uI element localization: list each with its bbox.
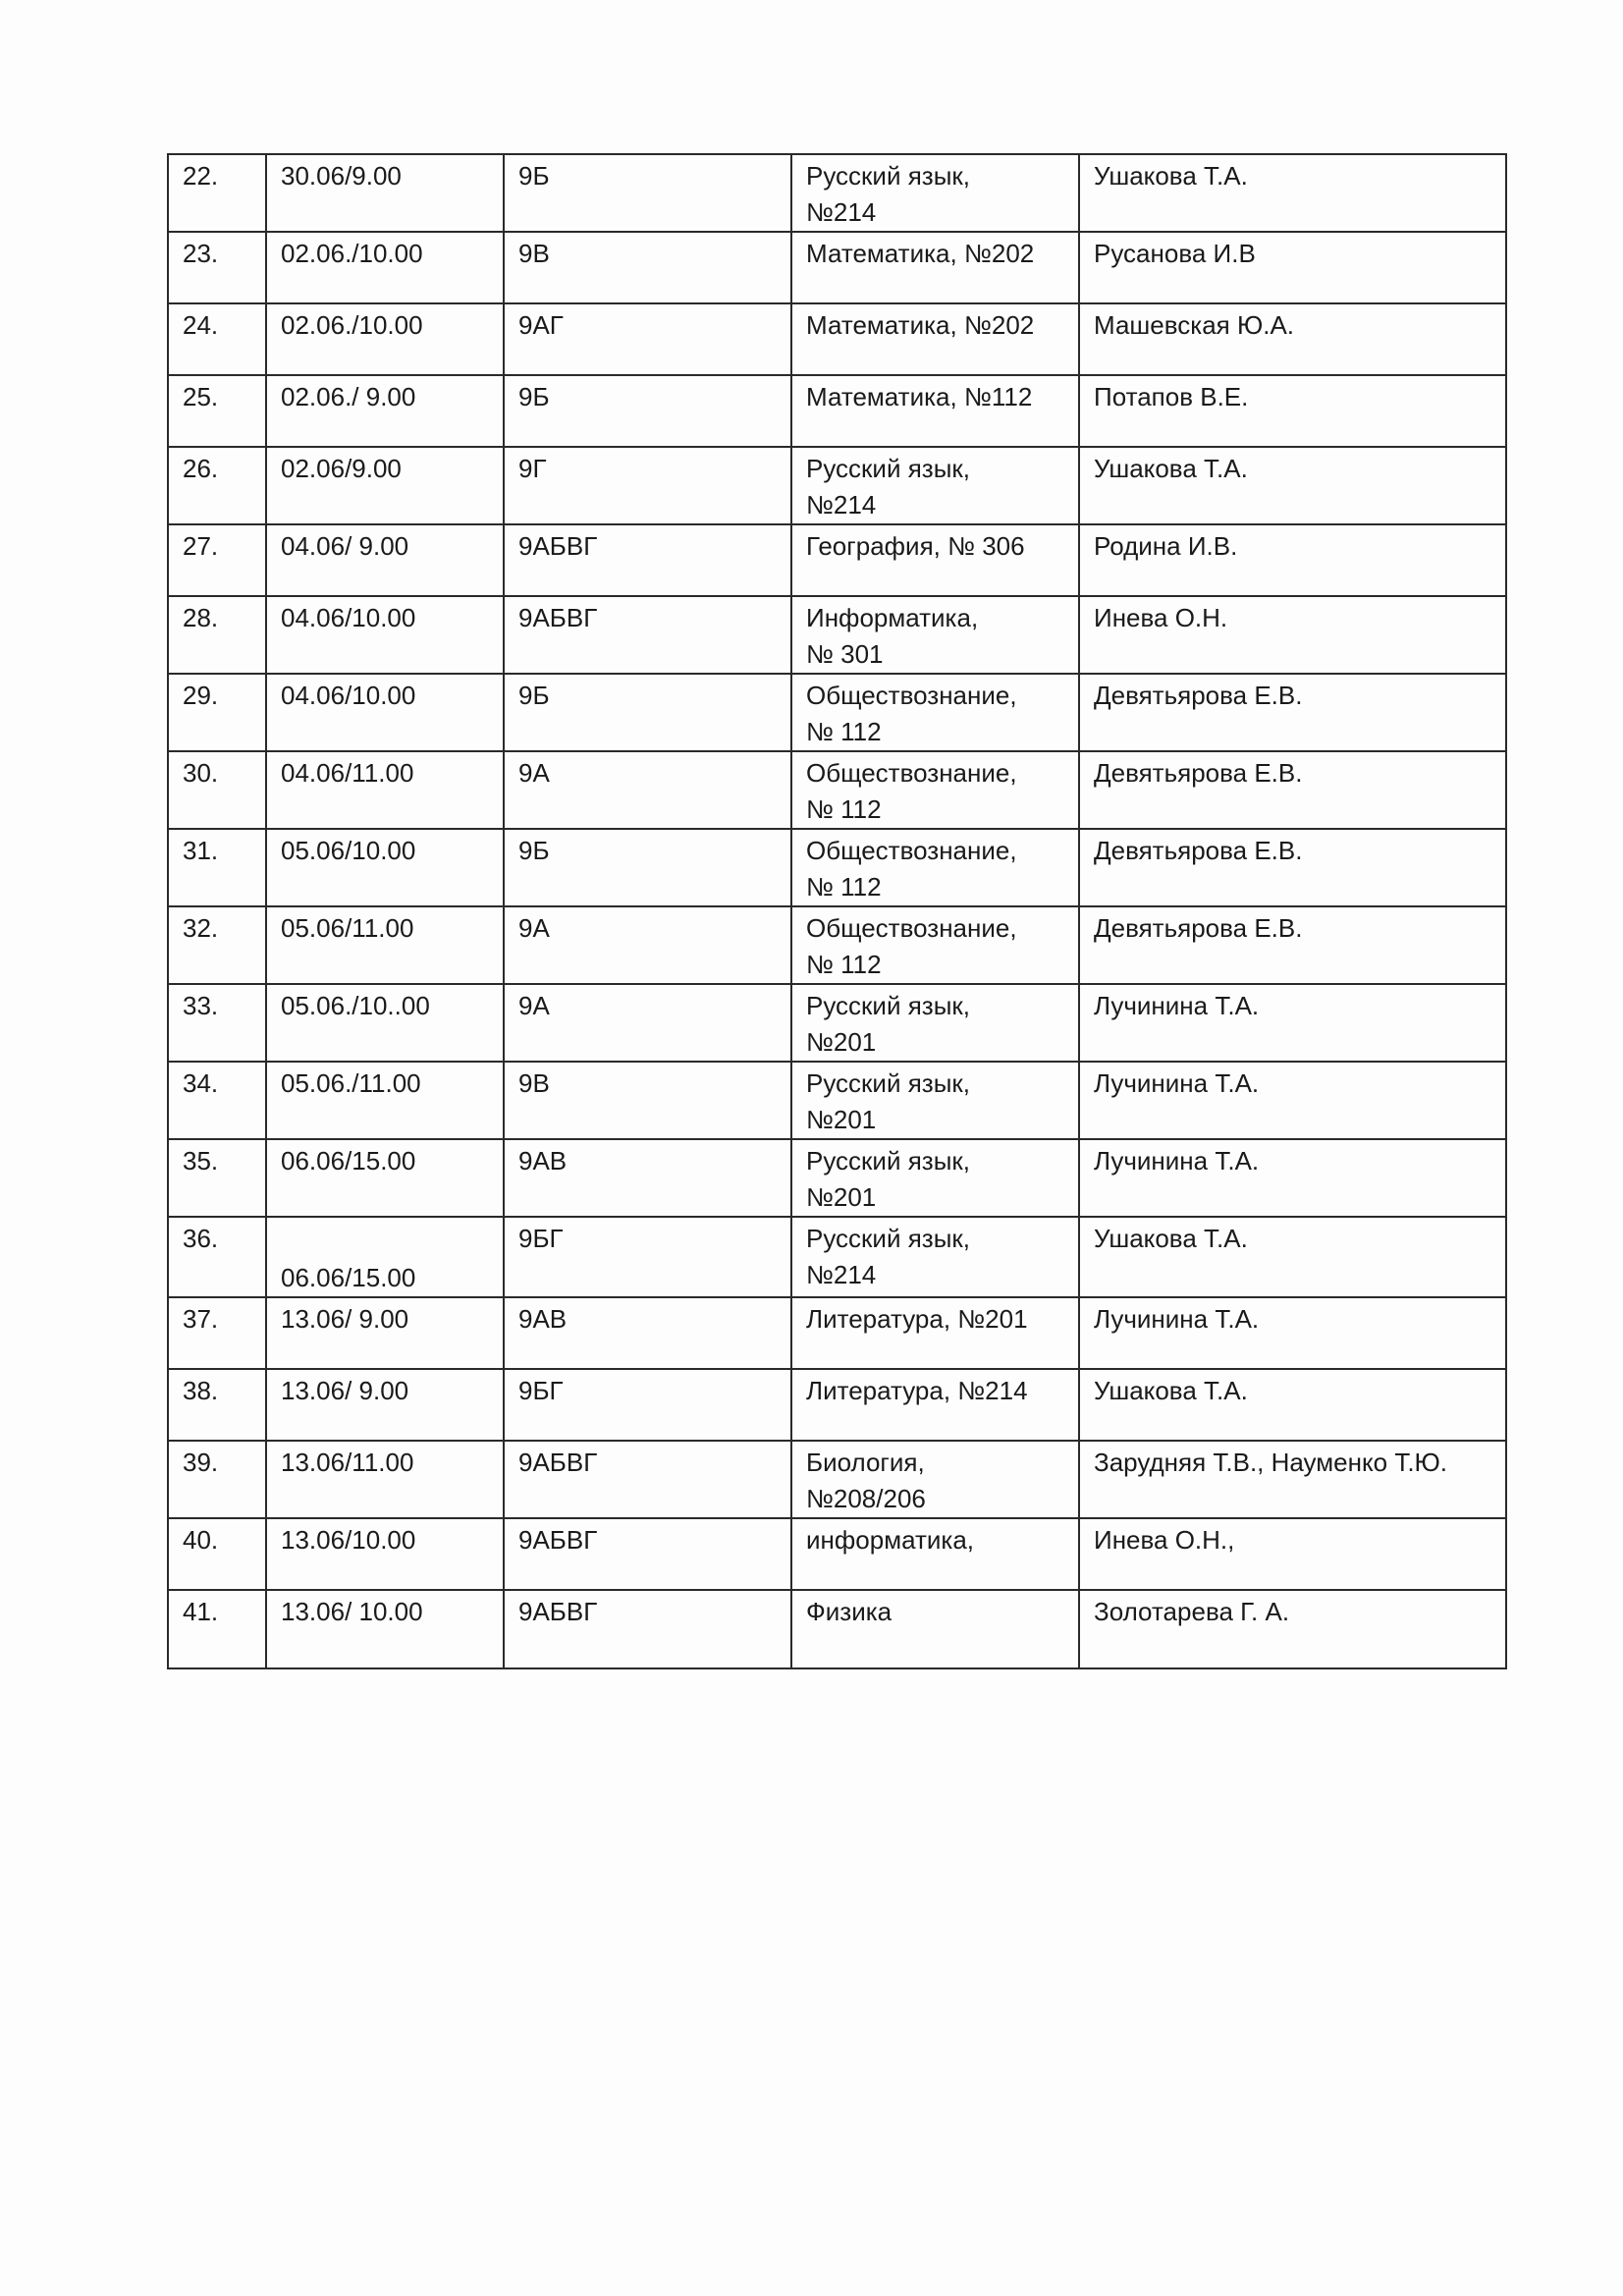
row-number: 33.	[168, 984, 266, 1062]
subject: Русский язык,	[806, 454, 970, 483]
subject-cell	[791, 596, 1079, 674]
teacher: Лучинина Т.А.	[1079, 984, 1506, 1062]
table-row	[168, 1590, 1506, 1668]
subject-cell	[791, 829, 1079, 906]
date-time: 02.06./10.00	[266, 232, 504, 303]
date-time: 04.06/10.00	[266, 596, 504, 674]
room: № 112	[806, 872, 882, 902]
row-number: 38.	[168, 1369, 266, 1441]
teacher: Ушакова Т.А.	[1079, 1369, 1506, 1441]
class-group: 9Б	[504, 829, 791, 906]
room: №214	[806, 1260, 877, 1289]
row-number: 27.	[168, 524, 266, 596]
room: № 112	[806, 717, 882, 746]
room: №201	[806, 1182, 877, 1212]
teacher: Лучинина Т.А.	[1079, 1139, 1506, 1217]
table-row	[168, 1518, 1506, 1590]
date-time: 06.06/15.00	[281, 1263, 416, 1292]
class-group: 9В	[504, 1062, 791, 1139]
subject-cell	[791, 984, 1079, 1062]
date-time: 13.06/11.00	[266, 1441, 504, 1518]
table-row	[168, 154, 1506, 232]
teacher: Золотарева Г. А.	[1079, 1590, 1506, 1668]
subject-cell	[791, 154, 1079, 232]
subject: Русский язык,	[806, 1224, 970, 1253]
date-time: 04.06/ 9.00	[266, 524, 504, 596]
table-row	[168, 829, 1506, 906]
date-time-cell	[266, 1217, 504, 1297]
table-row	[168, 232, 1506, 303]
subject-cell	[791, 1062, 1079, 1139]
table-row	[168, 674, 1506, 751]
row-number: 40.	[168, 1518, 266, 1590]
room: №214	[806, 490, 877, 519]
class-group: 9Б	[504, 154, 791, 232]
table-row	[168, 1062, 1506, 1139]
subject-cell	[791, 524, 1079, 596]
row-number: 23.	[168, 232, 266, 303]
date-time: 04.06/10.00	[266, 674, 504, 751]
subject: Русский язык,	[806, 1068, 970, 1098]
date-time: 05.06/11.00	[266, 906, 504, 984]
subject-cell	[791, 1441, 1079, 1518]
subject: Русский язык,	[806, 161, 970, 191]
subject-cell	[791, 1590, 1079, 1668]
teacher: Русанова И.В	[1079, 232, 1506, 303]
subject: Обществознание,	[806, 681, 1017, 710]
table-row	[168, 1441, 1506, 1518]
room: №201	[806, 1027, 877, 1057]
class-group: 9АГ	[504, 303, 791, 375]
class-group: 9АБВГ	[504, 1590, 791, 1668]
subject: Обществознание,	[806, 913, 1017, 943]
class-group: 9АБВГ	[504, 524, 791, 596]
teacher: Лучинина Т.А.	[1079, 1062, 1506, 1139]
row-number: 36.	[168, 1217, 266, 1297]
class-group: 9А	[504, 751, 791, 829]
subject-cell	[791, 1297, 1079, 1369]
class-group: 9Г	[504, 447, 791, 524]
teacher: Девятьярова Е.В.	[1079, 751, 1506, 829]
row-number: 34.	[168, 1062, 266, 1139]
class-group: 9АВ	[504, 1297, 791, 1369]
date-time: 04.06/11.00	[266, 751, 504, 829]
room: №214	[806, 197, 877, 227]
table-row	[168, 1297, 1506, 1369]
table-row	[168, 751, 1506, 829]
row-number: 32.	[168, 906, 266, 984]
table-row	[168, 906, 1506, 984]
row-number: 41.	[168, 1590, 266, 1668]
subject: География, № 306	[806, 531, 1025, 561]
room: № 301	[806, 639, 884, 669]
row-number: 22.	[168, 154, 266, 232]
table-row	[168, 447, 1506, 524]
subject: информатика,	[806, 1525, 975, 1555]
table-row	[168, 1217, 1506, 1297]
room: №201	[806, 1105, 877, 1134]
subject-cell	[791, 751, 1079, 829]
subject: Биология,	[806, 1448, 925, 1477]
subject: Математика, №112	[806, 382, 1033, 411]
teacher: Лучинина Т.А.	[1079, 1297, 1506, 1369]
class-group: 9АБВГ	[504, 1518, 791, 1590]
room: № 112	[806, 794, 882, 824]
room: №208/206	[806, 1484, 926, 1513]
row-number: 26.	[168, 447, 266, 524]
teacher: Девятьярова Е.В.	[1079, 674, 1506, 751]
table-row	[168, 303, 1506, 375]
date-time: 30.06/9.00	[266, 154, 504, 232]
subject: Литература, №214	[806, 1376, 1028, 1405]
teacher: Ушакова Т.А.	[1079, 447, 1506, 524]
date-time: 06.06/15.00	[266, 1139, 504, 1217]
class-group: 9А	[504, 906, 791, 984]
subject: Математика, №202	[806, 239, 1035, 268]
date-time: 02.06./10.00	[266, 303, 504, 375]
subject-cell	[791, 1217, 1079, 1297]
class-group: 9В	[504, 232, 791, 303]
teacher: Ушакова Т.А.	[1079, 154, 1506, 232]
class-group: 9БГ	[504, 1369, 791, 1441]
subject: Математика, №202	[806, 310, 1035, 340]
class-group: 9Б	[504, 674, 791, 751]
subject: Литература, №201	[806, 1304, 1028, 1334]
row-number: 37.	[168, 1297, 266, 1369]
table-row	[168, 524, 1506, 596]
subject-cell	[791, 674, 1079, 751]
subject: Обществознание,	[806, 758, 1017, 788]
subject: Физика	[806, 1597, 893, 1626]
subject-cell	[791, 906, 1079, 984]
row-number: 25.	[168, 375, 266, 447]
subject-cell	[791, 1139, 1079, 1217]
subject-cell	[791, 232, 1079, 303]
class-group: 9АВ	[504, 1139, 791, 1217]
table-row	[168, 984, 1506, 1062]
subject: Русский язык,	[806, 991, 970, 1020]
date-time: 05.06/10.00	[266, 829, 504, 906]
date-time: 02.06/9.00	[266, 447, 504, 524]
class-group: 9Б	[504, 375, 791, 447]
table-row	[168, 1139, 1506, 1217]
row-number: 39.	[168, 1441, 266, 1518]
date-time: 05.06./11.00	[266, 1062, 504, 1139]
table-row	[168, 375, 1506, 447]
exam-schedule-table	[167, 153, 1507, 1669]
subject: Информатика,	[806, 603, 979, 632]
teacher: Зарудняя Т.В., Науменко Т.Ю.	[1079, 1441, 1506, 1518]
row-number: 29.	[168, 674, 266, 751]
teacher: Машевская Ю.А.	[1079, 303, 1506, 375]
subject-cell	[791, 1369, 1079, 1441]
subject-cell	[791, 1518, 1079, 1590]
teacher: Ушакова Т.А.	[1079, 1217, 1506, 1297]
date-time: 13.06/10.00	[266, 1518, 504, 1590]
subject-cell	[791, 447, 1079, 524]
row-number: 28.	[168, 596, 266, 674]
teacher: Потапов В.Е.	[1079, 375, 1506, 447]
class-group: 9АБВГ	[504, 1441, 791, 1518]
teacher: Девятьярова Е.В.	[1079, 829, 1506, 906]
subject-cell	[791, 375, 1079, 447]
row-number: 30.	[168, 751, 266, 829]
table-row	[168, 596, 1506, 674]
subject: Обществознание,	[806, 836, 1017, 865]
class-group: 9БГ	[504, 1217, 791, 1297]
teacher: Родина И.В.	[1079, 524, 1506, 596]
date-time: 05.06./10..00	[266, 984, 504, 1062]
teacher: Девятьярова Е.В.	[1079, 906, 1506, 984]
date-time: 13.06/ 10.00	[266, 1590, 504, 1668]
row-number: 35.	[168, 1139, 266, 1217]
class-group: 9А	[504, 984, 791, 1062]
table-row	[168, 1369, 1506, 1441]
room: № 112	[806, 950, 882, 979]
date-time: 13.06/ 9.00	[266, 1297, 504, 1369]
subject: Русский язык,	[806, 1146, 970, 1175]
date-time: 13.06/ 9.00	[266, 1369, 504, 1441]
teacher: Инева О.Н.	[1079, 596, 1506, 674]
row-number: 24.	[168, 303, 266, 375]
teacher: Инева О.Н.,	[1079, 1518, 1506, 1590]
date-time: 02.06./ 9.00	[266, 375, 504, 447]
class-group: 9АБВГ	[504, 596, 791, 674]
row-number: 31.	[168, 829, 266, 906]
subject-cell	[791, 303, 1079, 375]
